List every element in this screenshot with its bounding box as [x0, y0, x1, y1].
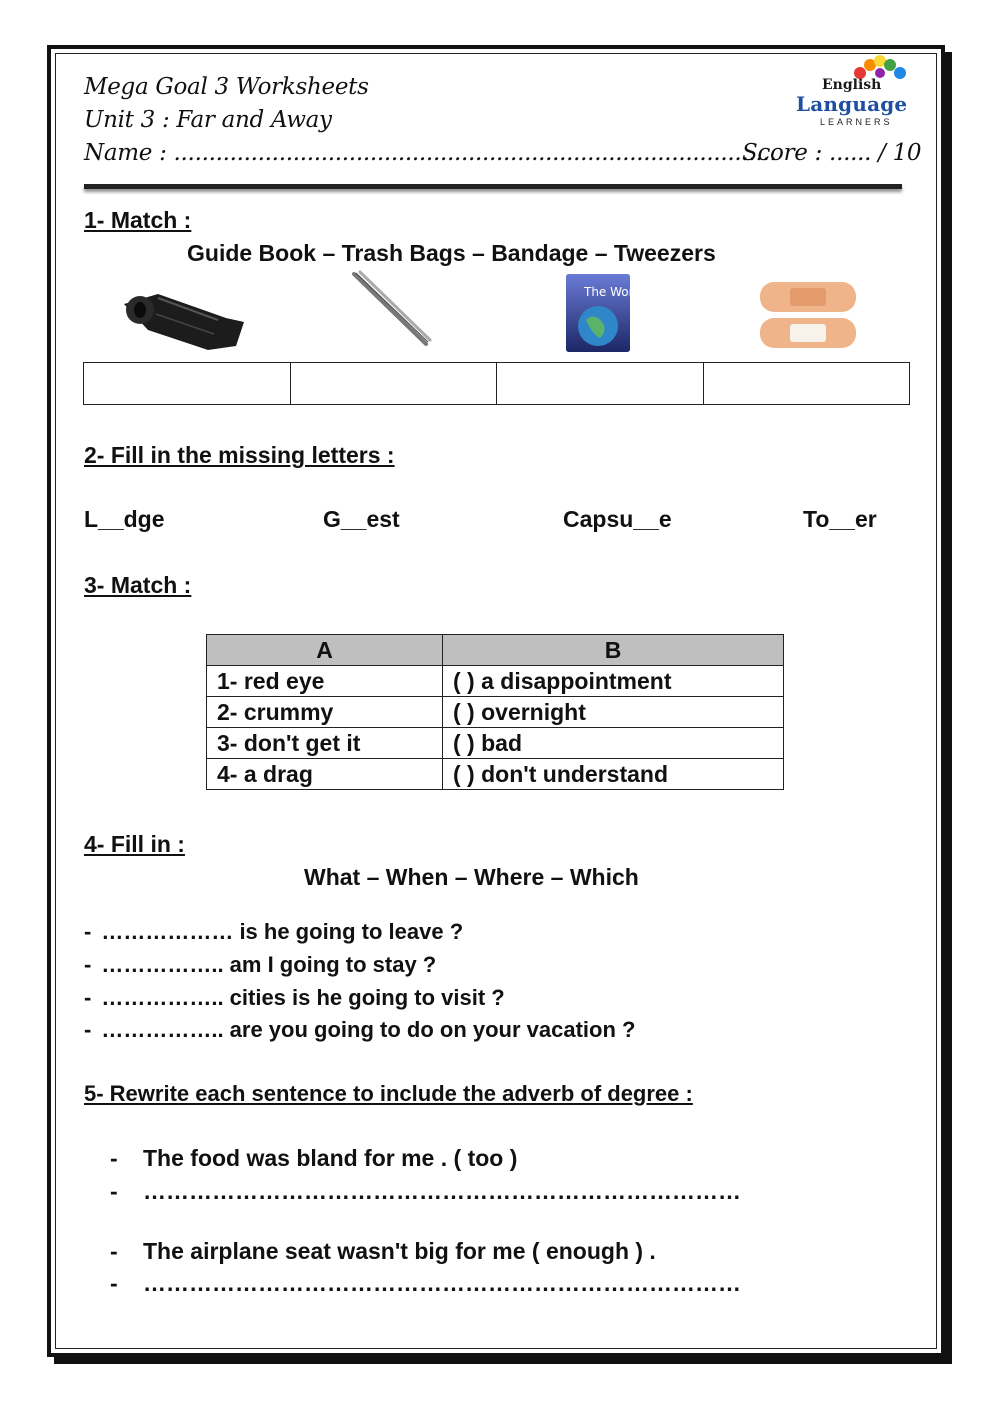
- bullet-dash: -: [110, 1270, 118, 1296]
- answer-line: ……………………………………………………………………: [143, 1270, 741, 1296]
- section4-heading: 4- Fill in :: [84, 831, 185, 857]
- column-a-cell: 2- crummy: [207, 697, 443, 728]
- bullet-dash: -: [84, 919, 92, 944]
- answer-line: ……………………………………………………………………: [143, 1178, 741, 1204]
- rewrite-answer-1[interactable]: [110, 1178, 741, 1205]
- column-b-cell[interactable]: ( ) bad: [443, 728, 784, 759]
- sentence-text: The food was bland for me . ( too ): [143, 1145, 518, 1171]
- section2-heading: 2- Fill in the missing letters :: [84, 442, 395, 468]
- table-row: [207, 759, 784, 790]
- bullet-dash: -: [84, 985, 92, 1010]
- section5-heading: 5- Rewrite each sentence to include the adverb of degree :: [84, 1081, 693, 1106]
- column-a-cell: 4- a drag: [207, 759, 443, 790]
- section1-heading: 1- Match :: [84, 207, 192, 233]
- name-field[interactable]: Name : ......................................................................................: [84, 140, 777, 166]
- column-b-header: B: [443, 635, 784, 666]
- fill-in-line-4[interactable]: [84, 1017, 635, 1043]
- bandage-icon: [752, 278, 862, 352]
- column-a-cell: 3- don't get it: [207, 728, 443, 759]
- fill-in-line-2[interactable]: [84, 952, 436, 978]
- answer-cell-4[interactable]: [704, 363, 910, 404]
- score-field: Score : ...... / 10: [742, 140, 922, 166]
- bullet-dash: -: [84, 952, 92, 977]
- missing-letter-word-2[interactable]: G__est: [323, 506, 400, 532]
- rewrite-sentence-1: [110, 1145, 517, 1172]
- table-row: [207, 697, 784, 728]
- answer-cell-1[interactable]: [84, 363, 291, 404]
- column-a-cell: 1- red eye: [207, 666, 443, 697]
- bullet-dash: -: [110, 1238, 118, 1264]
- table-row: [207, 728, 784, 759]
- fill-in-text: …………….. are you going to do on your vacation ?: [101, 1017, 636, 1042]
- book-title-text: The World: [584, 285, 645, 299]
- section1-answer-row: [83, 362, 910, 405]
- bullet-dash: -: [110, 1178, 118, 1204]
- missing-letter-word-4[interactable]: To__er: [803, 506, 877, 532]
- answer-cell-2[interactable]: [291, 363, 498, 404]
- fill-in-text: …………….. am I going to stay ?: [101, 952, 437, 977]
- fill-in-line-1[interactable]: [84, 919, 463, 945]
- header-divider: [84, 184, 902, 189]
- logo-text-english: English: [822, 77, 882, 93]
- worksheet-title: Mega Goal 3 Worksheets: [84, 74, 369, 100]
- column-b-cell[interactable]: ( ) don't understand: [443, 759, 784, 790]
- section1-pictures: [84, 270, 910, 360]
- section3-heading: 3- Match :: [84, 572, 192, 598]
- tweezers-icon: [350, 270, 440, 350]
- fill-in-line-3[interactable]: [84, 985, 505, 1011]
- logo-text-learners: LEARNERS: [820, 117, 893, 127]
- match-table-header: [207, 635, 784, 666]
- rewrite-sentence-2: [110, 1238, 656, 1265]
- unit-title: Unit 3 : Far and Away: [84, 107, 332, 133]
- section1-word-bank: Guide Book – Trash Bags – Bandage – Tweezers: [187, 240, 716, 266]
- bullet-dash: -: [110, 1145, 118, 1171]
- match-table: [206, 634, 784, 790]
- table-row: [207, 666, 784, 697]
- trash-bags-icon: [118, 274, 248, 354]
- missing-letter-word-3[interactable]: Capsu__e: [563, 506, 672, 532]
- column-b-cell[interactable]: ( ) a disappointment: [443, 666, 784, 697]
- logo-text-language: Language: [796, 92, 908, 116]
- missing-letter-word-1[interactable]: L__dge: [84, 506, 165, 532]
- fill-in-text: ……………… is he going to leave ?: [101, 919, 464, 944]
- sentence-text: The airplane seat wasn't big for me ( enough ) .: [143, 1238, 656, 1264]
- guide-book-icon: [564, 272, 645, 354]
- section4-word-bank: What – When – Where – Which: [304, 864, 639, 890]
- column-a-header: A: [207, 635, 443, 666]
- column-b-cell[interactable]: ( ) overnight: [443, 697, 784, 728]
- english-language-learners-logo: [792, 55, 917, 135]
- fill-in-text: …………….. cities is he going to visit ?: [101, 985, 505, 1010]
- bullet-dash: -: [84, 1017, 92, 1042]
- answer-cell-3[interactable]: [497, 363, 704, 404]
- rewrite-answer-2[interactable]: [110, 1270, 741, 1297]
